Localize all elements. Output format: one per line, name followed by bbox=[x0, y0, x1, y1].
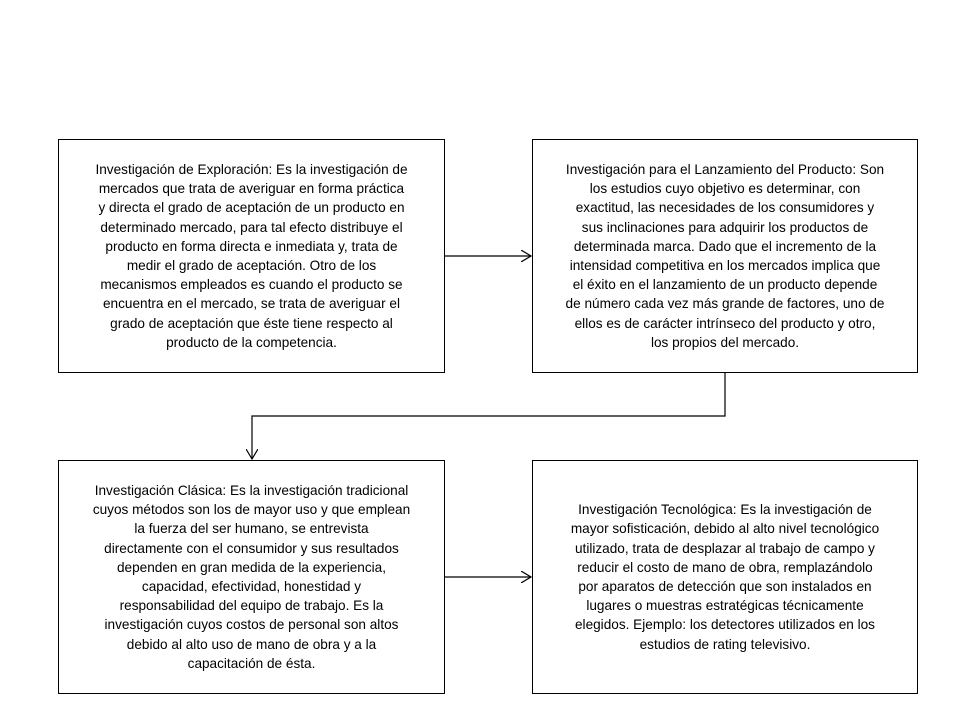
box-investigacion-lanzamiento bbox=[532, 139, 918, 373]
arrow-lanzamiento-to-clasica bbox=[252, 373, 725, 459]
box-tecnologica-text: Investigación Tecnológica: Es la investigación de mayor sofisticación, debido al alto nivel tecnológico utilizado, trata de desplazar al trabajo de campo y reducir el costo de mano de obra, remplazándolo por aparatos de detección que son instalados en lugares o muestras estratégicas técnicamente elegidos. Ejemplo: los detectores utilizados en los estudios de rating televisivo. bbox=[570, 502, 880, 652]
box-investigacion-clasica bbox=[58, 460, 445, 694]
box-investigacion-tecnologica bbox=[532, 460, 918, 694]
box-clasica-text: Investigación Clásica: Es la investigación tradicional cuyos métodos son los de mayor uso y que emplean la fuerza del ser humano, se entrevista directamente con el consumidor y sus resultados dependen en gran medida de la experiencia, capacidad, efectividad, honestidad y responsabilidad del equipo de trabajo. Es la investigación cuyos costos de personal son altos debido al alto uso de mano de obra y a la capacitación de ésta. bbox=[92, 482, 411, 671]
box-lanzamiento-text: Investigación para el Lanzamiento del Producto: Son los estudios cuyo objetivo es determinar, con exactitud, las necesidades de los consumidores y sus inclinaciones para adquirir los productos de determinada marca. Dado que el incremento de la intensidad competitiva en los mercados implica que el éxito en el lanzamiento de un producto depende de número cada vez más grande de factores, uno de ellos es de carácter intrínseco del producto y otro, los propios del mercado. bbox=[565, 161, 885, 350]
box-exploracion-text: Investigación de Exploración: Es la investigación de mercados que trata de averiguar en forma práctica y directa el grado de aceptación de un producto en determinado mercado, para tal efecto distribuye el producto en forma directa e inmediata y, trata de medir el grado de aceptación. Otro de los mecanismos empleados es cuando el producto se encuentra en el mercado, se trata de averiguar el grado de aceptación que éste tiene respecto al producto de la competencia. bbox=[95, 161, 408, 350]
box-investigacion-exploracion bbox=[58, 139, 445, 373]
